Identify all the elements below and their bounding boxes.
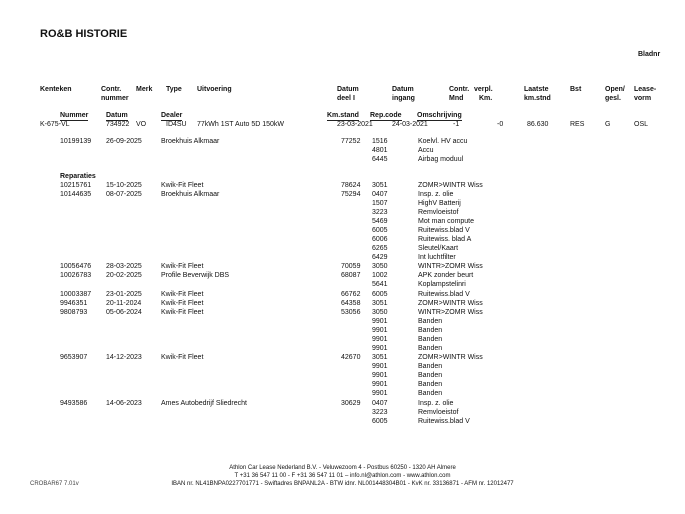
record-nummer: 10144635 xyxy=(60,191,92,198)
rep-line xyxy=(0,226,685,235)
rep-line xyxy=(0,371,685,380)
rep-line xyxy=(0,199,685,208)
header-verpl: verpl. xyxy=(474,86,493,93)
rep-code: 9901 xyxy=(372,372,388,379)
header-km: Km. xyxy=(479,95,493,102)
header-dealer: Dealer xyxy=(161,112,183,119)
record-nummer: 10003387 xyxy=(60,291,92,298)
vehicle-lease: OSL xyxy=(634,121,649,128)
rep-code: 9901 xyxy=(372,381,388,388)
rep-code: 5469 xyxy=(372,218,388,225)
rep-description: ZOMR>WINTR Wiss xyxy=(418,300,483,307)
rep-description: Banden xyxy=(418,390,443,397)
rep-code: 6445 xyxy=(372,156,388,163)
rep-description: Int luchtfilter xyxy=(418,254,456,261)
record-nummer: 10056476 xyxy=(60,263,92,270)
vehicle-type: ID4SU xyxy=(166,121,187,128)
rep-line xyxy=(0,271,685,280)
vehicle-bst: RES xyxy=(570,121,585,128)
record-datum: 14-12-2023 xyxy=(106,354,142,361)
rep-line xyxy=(0,181,685,190)
rep-code: 0407 xyxy=(372,191,388,198)
rep-line xyxy=(0,308,685,317)
rep-description: Accu xyxy=(418,147,434,154)
rep-description: ZOMR>WINTR Wiss xyxy=(418,182,483,189)
rep-line xyxy=(0,317,685,326)
record-datum: 26-09-2025 xyxy=(106,138,142,145)
rep-description: Koelvl. HV accu xyxy=(418,138,468,145)
header-datum-deel-line2: deel I xyxy=(337,95,355,102)
vehicle-kenteken: K-675-VL xyxy=(40,121,70,128)
header-merk: Merk xyxy=(136,86,153,93)
record-nummer: 10199139 xyxy=(60,138,92,145)
rep-line xyxy=(0,244,685,253)
header-type: Type xyxy=(166,86,182,93)
rep-line xyxy=(0,262,685,271)
header-datum-ingang-line1: Datum xyxy=(392,86,414,93)
rep-description: Mot man compute xyxy=(418,218,475,225)
footer-bank-info: IBAN nr. NL41BNPA0227701771 - Swiftadres BNPANL2A - BTW idnr. NL001448304B01 - KvK nr. 33136871 - AFM nr. 12012477 xyxy=(171,481,514,487)
record-dealer: Kwik-Fit Fleet xyxy=(161,291,204,298)
record-dealer: Ames Autobedrijf Sliedrecht xyxy=(161,400,247,407)
rep-description: Banden xyxy=(418,363,443,370)
record-kmstand: 53056 xyxy=(341,309,361,316)
record-kmstand: 68087 xyxy=(341,272,361,279)
vehicle-datum-ingang: 24-03-2021 xyxy=(392,121,428,128)
header-kenteken: Kenteken xyxy=(40,86,72,93)
header-open-line2: gesl. xyxy=(605,95,621,102)
rep-description: Ruitewiss.blad V xyxy=(418,227,470,234)
record-dealer: Broekhuis Alkmaar xyxy=(161,191,220,198)
rep-description: Banden xyxy=(418,381,443,388)
record-datum: 20-02-2025 xyxy=(106,272,142,279)
rep-description: WINTR>ZOMR Wiss xyxy=(418,263,483,270)
rep-line xyxy=(0,217,685,226)
record-kmstand: 30629 xyxy=(341,400,361,407)
rep-code: 1507 xyxy=(372,200,388,207)
rep-description: Banden xyxy=(418,318,443,325)
rep-code: 9901 xyxy=(372,363,388,370)
rep-code: 5641 xyxy=(372,281,388,288)
record-kmstand: 70059 xyxy=(341,263,361,270)
record-dealer: Profile Beverwijk DBS xyxy=(161,272,230,279)
vehicle-laatste-km: 86.630 xyxy=(527,121,549,128)
rep-code: 9901 xyxy=(372,327,388,334)
report-title: RO&B HISTORIE xyxy=(40,28,128,40)
header-repcode: Rep.code xyxy=(370,112,402,119)
rep-line xyxy=(0,399,685,408)
rep-code: 9901 xyxy=(372,336,388,343)
rep-code: 0407 xyxy=(372,400,388,407)
record-datum: 08-07-2025 xyxy=(106,191,142,198)
rep-line xyxy=(0,326,685,335)
first-record-row xyxy=(0,137,685,146)
header-contr-line2: nummer xyxy=(101,95,129,102)
rep-code: 3051 xyxy=(372,182,388,189)
rep-code: 6005 xyxy=(372,227,388,234)
rep-code: 6005 xyxy=(372,418,388,425)
section-reparaties: Reparaties xyxy=(60,173,96,180)
rep-description: Airbag moduul xyxy=(418,156,464,163)
rep-description: Banden xyxy=(418,327,443,334)
vehicle-uitvoering: 77kWh 1ST Auto 5D 150kW xyxy=(197,121,285,128)
rep-description: Banden xyxy=(418,372,443,379)
rep-line xyxy=(0,417,685,426)
record-kmstand: 78624 xyxy=(341,182,361,189)
record-kmstand: 64358 xyxy=(341,300,361,307)
record-datum: 20-11-2024 xyxy=(106,300,142,307)
record-nummer: 9808793 xyxy=(60,309,88,316)
rep-code: 3051 xyxy=(372,354,388,361)
rep-line xyxy=(0,362,685,371)
header-datum-deel-line1: Datum xyxy=(337,86,359,93)
rep-code: 4801 xyxy=(372,147,388,154)
record-nummer: 10215761 xyxy=(60,182,92,189)
rep-description: Insp. z. olie xyxy=(418,191,454,198)
record-nummer: 10026783 xyxy=(60,272,92,279)
record-dealer: Broekhuis Alkmaar xyxy=(161,138,220,145)
record-nummer: 9493586 xyxy=(60,400,88,407)
rep-line xyxy=(0,190,685,199)
record-datum: 23-01-2025 xyxy=(106,291,142,298)
header-datum-ingang-line2: ingang xyxy=(392,95,415,102)
vehicle-merk: VO xyxy=(136,121,147,128)
header-kmstand: Km.stand xyxy=(327,112,359,119)
rep-description: Sleutel/Kaart xyxy=(418,245,459,252)
vehicle-row xyxy=(0,120,685,129)
rep-description: ZOMR>WINTR Wiss xyxy=(418,354,483,361)
record-kmstand: 75294 xyxy=(341,191,361,198)
page-number-label: Bladnr xyxy=(638,51,661,58)
record-dealer: Kwik-Fit Fleet xyxy=(161,263,204,270)
rep-description: Banden xyxy=(418,336,443,343)
rep-description: Ruitewiss.blad V xyxy=(418,418,470,425)
vehicle-contract: 734922 xyxy=(106,121,130,128)
rep-code: 9901 xyxy=(372,318,388,325)
rep-code: 1002 xyxy=(372,272,388,279)
header-open-line1: Open/ xyxy=(605,86,625,93)
rep-code: 3050 xyxy=(372,263,388,270)
footer-address: Athlon Car Lease Nederland B.V. - Veluwezoom 4 - Postbus 60250 - 1320 AH Almere xyxy=(229,465,456,471)
rep-code: 3223 xyxy=(372,409,388,416)
record-dealer: Kwik-Fit Fleet xyxy=(161,182,204,189)
rep-line xyxy=(0,380,685,389)
rep-description: Insp. z. olie xyxy=(418,400,454,407)
vehicle-km: -0 xyxy=(497,121,504,128)
rep-code: 6429 xyxy=(372,254,388,261)
rep-line xyxy=(0,408,685,417)
rep-description: Koplampstelinri xyxy=(418,281,466,288)
rep-description: Banden xyxy=(418,345,443,352)
header-uitvoering: Uitvoering xyxy=(197,86,232,93)
rep-description: HighV Batterij xyxy=(418,200,461,207)
rep-code: 9901 xyxy=(372,390,388,397)
rep-line xyxy=(0,280,685,289)
record-dealer: Kwik-Fit Fleet xyxy=(161,309,204,316)
vehicle-open: G xyxy=(605,121,611,128)
rep-code: 6006 xyxy=(372,236,388,243)
form-code: CROBAR67 7.01v xyxy=(30,481,79,487)
header-bst: Bst xyxy=(570,86,582,93)
rep-code: 1516 xyxy=(372,138,388,145)
record-nummer: 9653907 xyxy=(60,354,88,361)
rep-line xyxy=(0,235,685,244)
record-nummer: 9946351 xyxy=(60,300,88,307)
record-dealer: Kwik-Fit Fleet xyxy=(161,300,204,307)
vehicle-mnd: -1 xyxy=(453,121,460,128)
rep-description: WINTR>ZOMR Wiss xyxy=(418,309,483,316)
rep-line xyxy=(0,389,685,398)
record-datum: 28-03-2025 xyxy=(106,263,142,270)
rep-code: 3051 xyxy=(372,300,388,307)
header-nummer: Nummer xyxy=(60,112,89,119)
vehicle-datum-deel: 23-03-2021 xyxy=(337,121,373,128)
header-contr-line1: Contr. xyxy=(101,86,122,93)
record-dealer: Kwik-Fit Fleet xyxy=(161,354,204,361)
header-lease-line1: Lease- xyxy=(634,86,657,93)
rep-line xyxy=(0,290,685,299)
record-datum: 05-06-2024 xyxy=(106,309,142,316)
record-datum: 14-06-2023 xyxy=(106,400,142,407)
header-lease-line2: vorm xyxy=(634,95,652,102)
rep-line xyxy=(0,299,685,308)
record-kmstand: 42670 xyxy=(341,354,361,361)
rep-line xyxy=(0,335,685,344)
header-contr-mnd: Contr. xyxy=(449,86,470,93)
record-datum: 15-10-2025 xyxy=(106,182,142,189)
rep-code: 6265 xyxy=(372,245,388,252)
rep-line xyxy=(0,208,685,217)
header-omschrijving: Omschrijving xyxy=(417,112,462,119)
rep-code: 9901 xyxy=(372,345,388,352)
rep-description: Ruitewiss.blad V xyxy=(418,291,470,298)
rep-line xyxy=(0,253,685,262)
rep-line xyxy=(0,353,685,362)
rep-code: 6005 xyxy=(372,291,388,298)
record-kmstand: 66762 xyxy=(341,291,361,298)
header-datum: Datum xyxy=(106,112,128,119)
header-mnd: Mnd xyxy=(449,95,464,102)
rep-description: Remvloeistof xyxy=(418,409,459,416)
rep-line xyxy=(0,344,685,353)
rep-description: Ruitewiss. blad A xyxy=(418,236,472,243)
rep-code: 3050 xyxy=(372,309,388,316)
footer-contact: T +31 36 547 11 00 - F +31 36 547 11 01 – info.nl@athlon.com - www.athlon.com xyxy=(234,473,451,479)
record-kmstand: 77252 xyxy=(341,138,361,145)
rep-description: APK zonder beurt xyxy=(418,272,474,279)
rep-description: Remvloeistof xyxy=(418,209,459,216)
header-laatste-line1: Laatste xyxy=(524,86,549,93)
header-laatste-line2: km.stnd xyxy=(524,95,551,102)
rep-code: 3223 xyxy=(372,209,388,216)
